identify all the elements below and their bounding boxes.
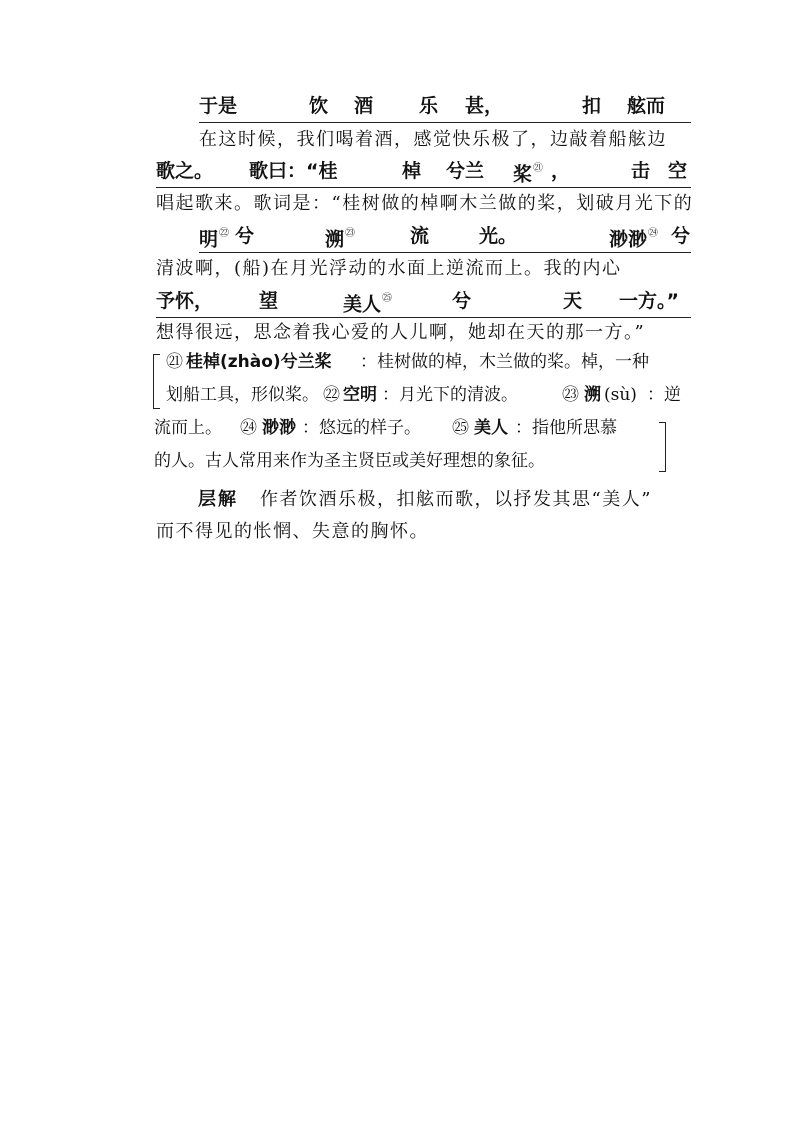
original-word: 望 xyxy=(259,290,279,312)
original-word: 饮 xyxy=(309,95,329,117)
original-word: 溯$^㉓$ xyxy=(325,228,356,251)
note-line xyxy=(152,445,692,478)
analysis-section xyxy=(156,484,652,548)
note-line xyxy=(152,346,692,379)
note-marker: ㉑ xyxy=(166,352,183,372)
original-text-line xyxy=(156,157,691,188)
original-word: 空 xyxy=(668,160,688,182)
note-text: ：逆 xyxy=(647,385,681,405)
original-word: 美人$^㉕$ xyxy=(343,293,393,316)
note-line xyxy=(152,379,692,412)
note-text: ：桂树做的棹，木兰做的桨。棹，一种 xyxy=(360,352,649,372)
analysis-line: 而不得见的怅惘、失意的胸怀。 xyxy=(156,521,429,542)
original-word: 于是 xyxy=(199,95,238,117)
original-word: 击 xyxy=(631,160,651,182)
note-marker: ㉒ xyxy=(323,385,340,405)
original-word: 兮 xyxy=(235,225,255,247)
original-word: 扣 xyxy=(582,95,602,117)
original-word: 酒 xyxy=(354,95,374,117)
original-word: 兮 xyxy=(452,290,472,312)
note-line xyxy=(152,412,692,445)
footnote-marker: ㉓ xyxy=(345,228,356,239)
note-term: 美人 xyxy=(474,418,508,438)
footnote-marker: ㉔ xyxy=(648,228,659,239)
original-word: 歌之。 xyxy=(156,160,214,182)
original-word: 光。 xyxy=(479,225,518,247)
translation-line: 清波啊，(船)在月光浮动的水面上逆流而上。我的内心 xyxy=(156,258,622,279)
original-word: 一方。” xyxy=(619,290,679,312)
analysis-text: 作者饮酒乐极，扣舷而歌，以抒发其思“美人” xyxy=(260,489,652,510)
annotation-notes xyxy=(152,346,692,478)
original-word: 甚， xyxy=(465,95,504,117)
original-word: 舷而 xyxy=(627,95,666,117)
translation-line: 想得很远，思念着我心爱的人儿啊，她却在天的那一方。” xyxy=(156,322,646,343)
note-term: 桂棹(zhào)兮兰桨 xyxy=(186,352,332,372)
original-word: 棹 xyxy=(402,160,422,182)
note-term: 溯 xyxy=(584,385,601,405)
original-word: 天 xyxy=(563,290,583,312)
original-word: 歌曰：“桂 xyxy=(249,160,338,182)
original-text-line xyxy=(156,287,691,318)
note-term: 渺渺 xyxy=(262,418,296,438)
original-word: ， xyxy=(551,160,571,182)
translation-line: 唱起歌来。歌词是：“桂树做的棹啊木兰做的桨，划破月光下的 xyxy=(156,193,694,214)
note-text: 的人。古人常用来作为圣主贤臣或美好理想的象征。 xyxy=(154,451,545,471)
original-word: 流 xyxy=(410,225,430,247)
original-word: 予怀， xyxy=(156,290,214,312)
note-text: 划船工具，形似桨。 xyxy=(166,385,319,405)
original-text-line xyxy=(199,222,691,253)
original-word: 明$^㉒$ xyxy=(199,228,230,251)
note-marker: ㉕ xyxy=(452,418,469,438)
footnote-marker: ㉕ xyxy=(382,293,393,304)
analysis-label: 层解 xyxy=(198,489,238,510)
note-marker: ㉔ xyxy=(240,418,257,438)
footnote-marker: ㉑ xyxy=(533,163,544,174)
original-text-line xyxy=(199,92,691,123)
translation-line: 在这时候，我们喝着酒，感觉快乐极了，边敲着船舷边 xyxy=(199,129,667,150)
footnote-marker: ㉒ xyxy=(219,228,230,239)
note-term: 空明 xyxy=(343,385,377,405)
note-text: 流而上。 xyxy=(154,418,222,438)
original-word: 乐 xyxy=(419,95,439,117)
original-word: 渺渺$^㉔$ xyxy=(609,228,659,251)
original-word: 桨$^㉑$ xyxy=(513,163,544,186)
analysis-line xyxy=(156,484,652,516)
note-text: ：悠远的样子。 xyxy=(302,418,421,438)
note-text: ：指他所思慕 xyxy=(515,418,617,438)
note-pinyin: (sù) xyxy=(604,385,637,405)
note-marker: ㉓ xyxy=(562,385,579,405)
note-text: ：月光下的清波。 xyxy=(382,385,518,405)
original-word: 兮兰 xyxy=(446,160,485,182)
original-word: 兮 xyxy=(671,225,691,247)
